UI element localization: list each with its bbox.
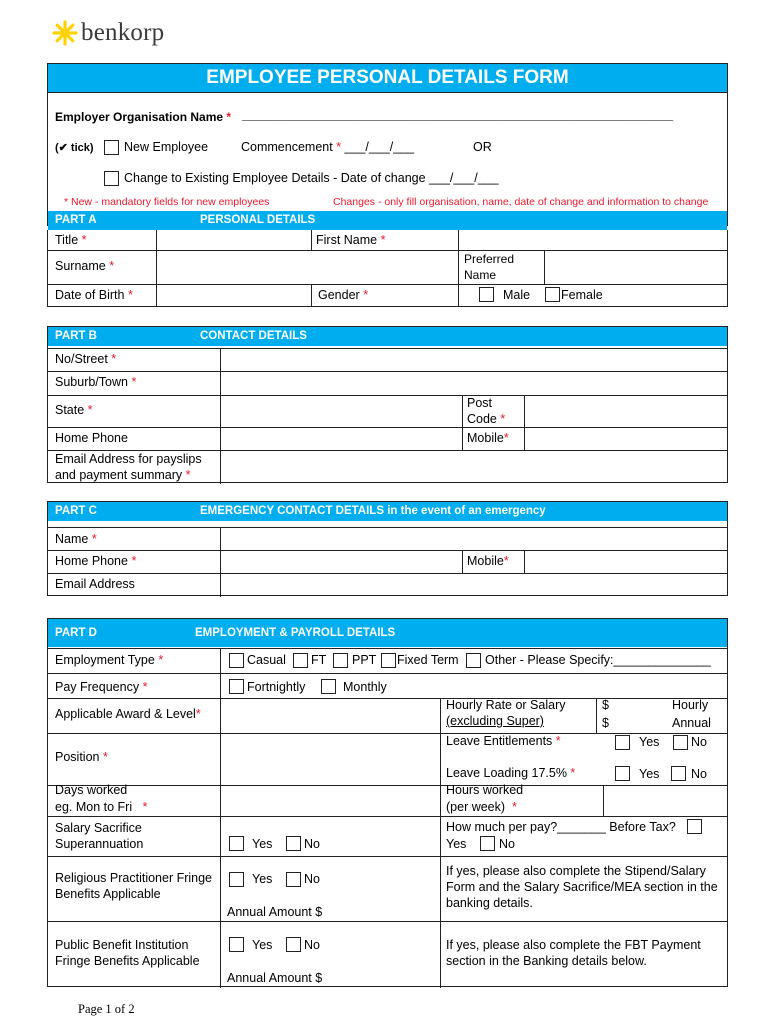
part-a-bar: PART A PERSONAL DETAILS	[48, 211, 727, 230]
sun-logo-icon	[52, 20, 78, 46]
pbi-yes-label: Yes	[252, 938, 273, 952]
how-much-no-label: No	[499, 837, 515, 851]
leave-ent-no-checkbox[interactable]	[673, 735, 688, 750]
ppt-label: PPT	[352, 653, 377, 667]
casual-label: Casual	[247, 653, 286, 667]
commencement-date-field[interactable]: ___/___/___	[344, 140, 415, 154]
religious-label: Religious Practitioner Fringe Benefits Applicable	[55, 871, 213, 901]
leave-loading-yes-label: Yes	[639, 767, 660, 781]
change-existing-checkbox[interactable]	[104, 171, 119, 186]
part-a-table	[47, 230, 728, 307]
before-tax-checkbox[interactable]	[687, 819, 702, 834]
suburb-label: Suburb/Town *	[55, 375, 137, 389]
religious-no-checkbox[interactable]	[286, 872, 301, 887]
emergency-email-label: Email Address	[55, 577, 135, 591]
how-much-yes-label: Yes	[446, 837, 467, 851]
part-b-table	[47, 326, 728, 483]
monthly-label: Monthly	[343, 680, 387, 694]
note-new: * New - mandatory fields for new employees	[64, 196, 270, 208]
new-employee-label: New Employee	[124, 140, 209, 154]
leave-loading-yes-checkbox[interactable]	[615, 766, 630, 781]
fortnightly-label: Fortnightly	[247, 680, 306, 694]
annual-label: Annual	[672, 716, 711, 730]
fortnightly-checkbox[interactable]	[229, 679, 244, 694]
hourly-rate-label: Hourly Rate or Salary	[446, 698, 566, 712]
pbi-no-checkbox[interactable]	[286, 937, 301, 952]
new-employee-checkbox[interactable]	[104, 140, 119, 155]
gender-label: Gender *	[318, 288, 369, 302]
leave-ent-yes-label: Yes	[639, 735, 660, 749]
leave-loading-no-label: No	[691, 767, 707, 781]
title-label: Title *	[55, 233, 87, 247]
part-d-bar: PART D EMPLOYMENT & PAYROLL DETAILS	[48, 619, 727, 647]
employer-name-field[interactable]: ______________________________________________________________	[242, 108, 674, 122]
religious-note: If yes, please also complete the Stipend/Salary Form and the Salary Sacrifice/MEA section in the banking details.	[446, 864, 718, 910]
part-c-table	[47, 501, 728, 596]
home-phone-label: Home Phone	[55, 431, 128, 445]
dob-label: Date of Birth *	[55, 288, 133, 302]
benkorp-logo	[52, 16, 164, 50]
preferred-name-label: Preferred Name	[464, 252, 515, 282]
days-worked-label: Days worked	[55, 783, 128, 797]
tick-label: (✔ tick)	[55, 142, 94, 154]
emergency-name-label: Name *	[55, 532, 97, 546]
monthly-checkbox[interactable]	[321, 679, 336, 694]
ppt-checkbox[interactable]	[333, 653, 348, 668]
hours-worked-label: Hours worked	[446, 783, 524, 797]
pbi-label: Public Benefit Institution Fringe Benefits Applicable	[55, 938, 200, 968]
leave-ent-no-label: No	[691, 735, 707, 749]
religious-yes-checkbox[interactable]	[229, 872, 244, 887]
mobile-label: Mobile*	[467, 431, 509, 445]
excluding-super-label: (excluding Super)	[446, 714, 544, 728]
email-label: Email Address for payslips and payment summary *	[55, 452, 202, 482]
dollar-annual: $	[602, 716, 609, 730]
other-label[interactable]: Other - Please Specify:______________	[485, 653, 711, 667]
pbi-no-label: No	[304, 938, 320, 952]
change-existing-label: Change to Existing Employee Details - Date of change ___/___/___	[124, 171, 499, 185]
religious-no-label: No	[304, 872, 320, 886]
position-label: Position *	[55, 750, 108, 764]
leave-ent-yes-checkbox[interactable]	[615, 735, 630, 750]
leave-loading-no-checkbox[interactable]	[671, 766, 686, 781]
salary-sac-no-label: No	[304, 837, 320, 851]
salary-sac-yes-checkbox[interactable]	[229, 836, 244, 851]
per-week-label: (per week) *	[446, 800, 517, 814]
ft-label: FT	[311, 653, 327, 667]
other-checkbox[interactable]	[466, 653, 481, 668]
casual-checkbox[interactable]	[229, 653, 244, 668]
note-changes: Changes - only fill organisation, name, date of change and information to change	[333, 196, 709, 208]
salary-sac-no-checkbox[interactable]	[286, 836, 301, 851]
form-title: EMPLOYEE PERSONAL DETAILS FORM	[48, 64, 727, 93]
pay-frequency-label: Pay Frequency *	[55, 680, 148, 694]
page-number: Page 1 of 2	[78, 1002, 135, 1016]
leave-loading-label: Leave Loading 17.5% *	[446, 766, 576, 780]
ft-checkbox[interactable]	[293, 653, 308, 668]
female-label: Female	[561, 288, 603, 302]
or-label: OR	[473, 140, 492, 154]
postcode-label: Post Code *	[467, 396, 506, 426]
pbi-note: If yes, please also complete the FBT Payment section in the Banking details below.	[446, 938, 701, 968]
hourly-label: Hourly	[672, 698, 709, 712]
salary-sac-yes-label: Yes	[252, 837, 273, 851]
commencement-label: Commencement * ___/___/___	[241, 140, 415, 154]
emergency-mobile-label: Mobile*	[467, 554, 509, 568]
how-much-label[interactable]: How much per pay?_______ Before Tax?	[446, 820, 676, 834]
pbi-annual-amount[interactable]: Annual Amount $	[227, 971, 323, 985]
male-label: Male	[503, 288, 531, 302]
emergency-home-phone-label: Home Phone *	[55, 554, 137, 568]
salary-sacrifice-label: Salary Sacrifice Superannuation	[55, 821, 144, 851]
fixed-term-checkbox[interactable]	[381, 653, 396, 668]
street-label: No/Street *	[55, 352, 117, 366]
state-label: State *	[55, 403, 93, 417]
first-name-label: First Name *	[316, 233, 386, 247]
part-c-bar: PART C EMERGENCY CONTACT DETAILS in the event of an emergency	[48, 502, 727, 521]
employer-label: Employer Organisation Name *	[55, 110, 232, 124]
surname-label: Surname *	[55, 259, 115, 273]
part-d-table	[47, 618, 728, 987]
award-label: Applicable Award & Level*	[55, 707, 201, 721]
employment-type-label: Employment Type *	[55, 653, 164, 667]
fixed-term-label: Fixed Term	[397, 653, 459, 667]
female-checkbox[interactable]	[545, 287, 560, 302]
leave-entitlements-label: Leave Entitlements *	[446, 734, 561, 748]
days-eg-label: eg. Mon to Fri *	[55, 800, 148, 814]
pbi-yes-checkbox[interactable]	[229, 937, 244, 952]
male-checkbox[interactable]	[479, 287, 494, 302]
form-header-box	[47, 63, 728, 226]
brand-name: benkorp	[81, 19, 165, 46]
religious-annual-amount[interactable]: Annual Amount $	[227, 905, 323, 919]
religious-yes-label: Yes	[252, 872, 273, 886]
how-much-yes-checkbox[interactable]	[480, 836, 495, 851]
change-date-field[interactable]: ___/___/___	[429, 171, 499, 185]
part-b-bar: PART B CONTACT DETAILS	[48, 327, 727, 346]
dollar-hourly: $	[602, 698, 609, 712]
